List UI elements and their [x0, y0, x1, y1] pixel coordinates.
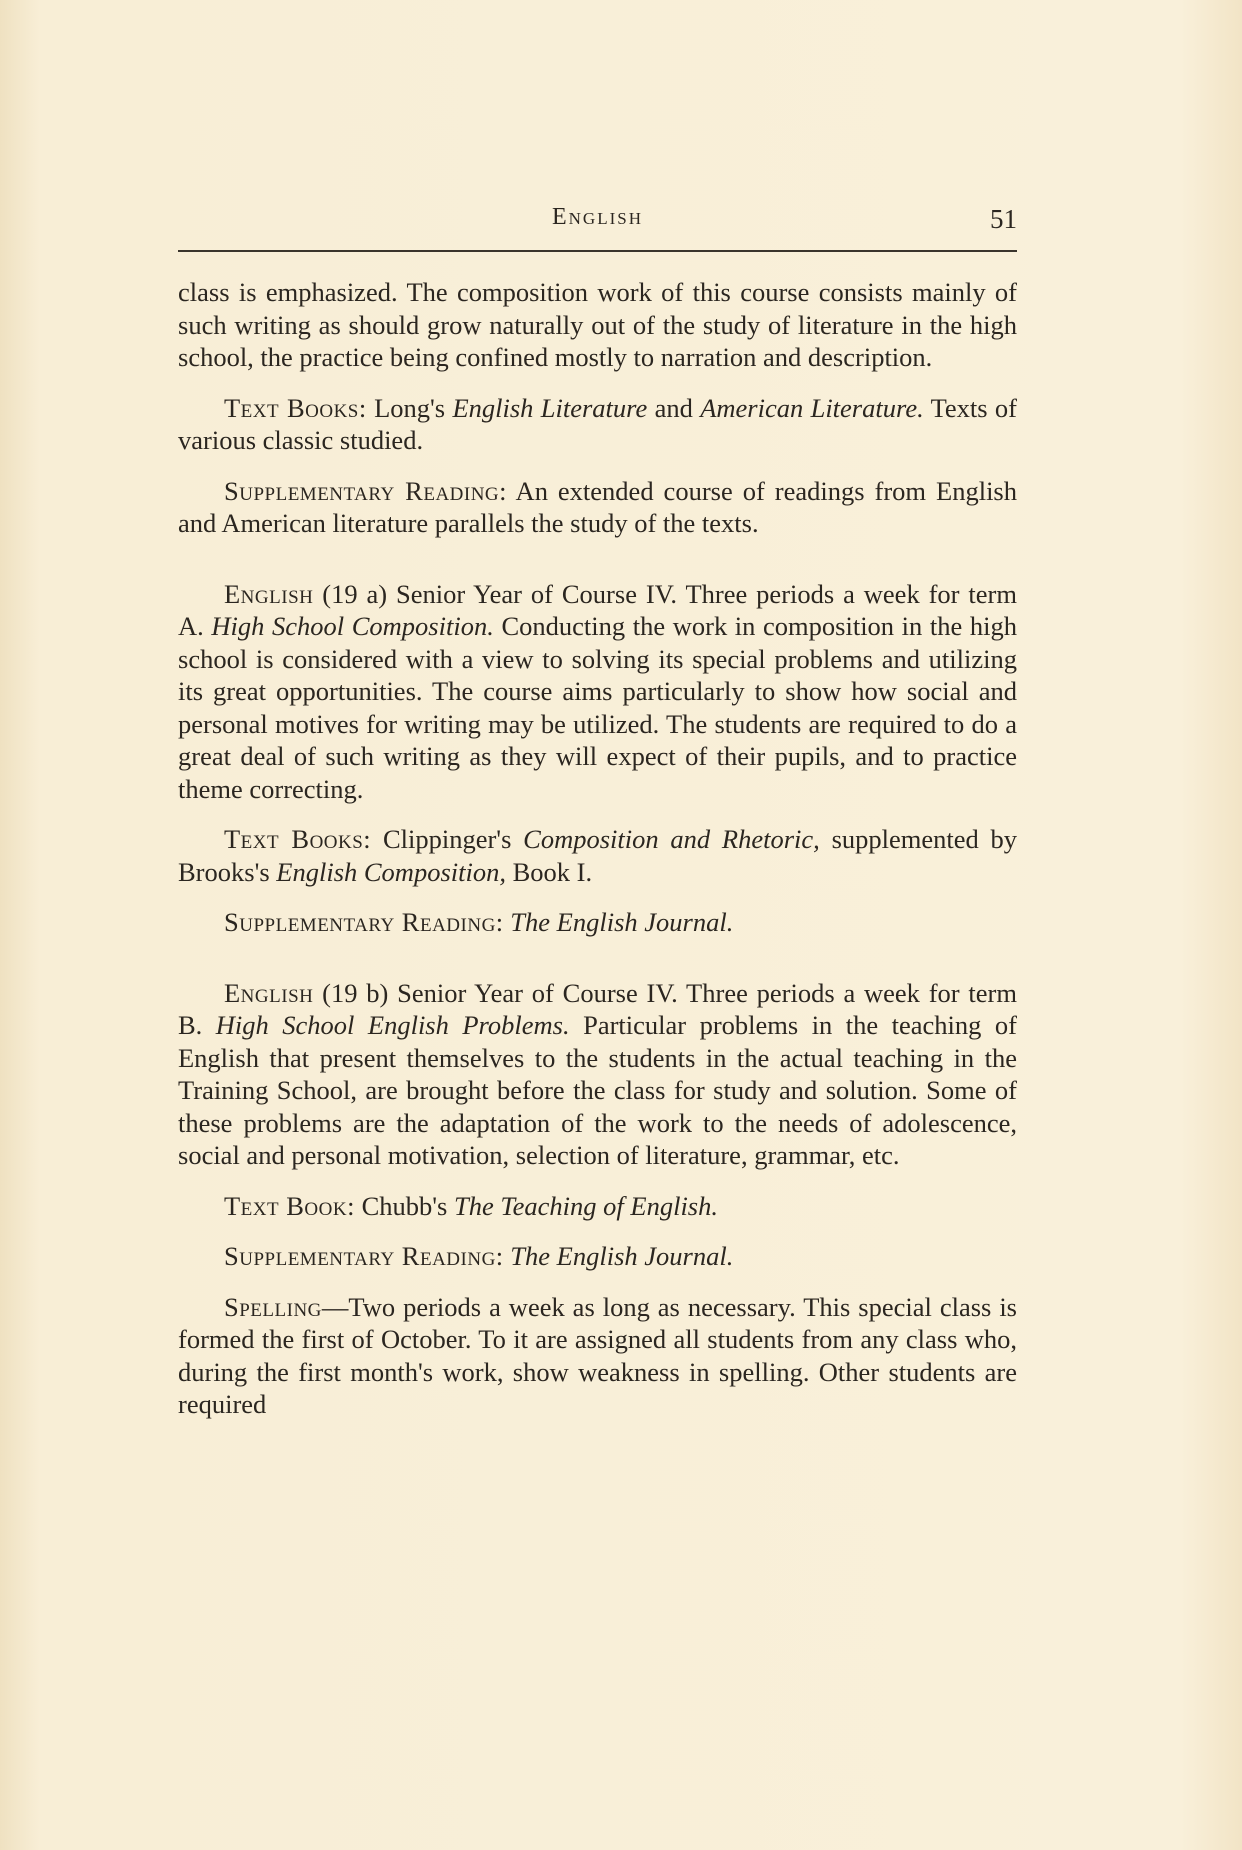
- book-title: The English Journal.: [510, 907, 734, 937]
- page-header: [178, 204, 1017, 252]
- paragraph-course-19a: English (19 a) Senior Year of Course IV. Three periods a week for term A. High School Composition. Conducting the work in composition in the high school is considered with a view to solving its special problems and utilizing its great opportunities. The course aims particularly to show how social and personal motives for writing may be utilized. The students are required to do a great deal of such writing as they will expect of their pupils, and to practice theme correcting.: [178, 578, 1018, 804]
- book-title: English Literature: [452, 392, 648, 423]
- book-title: The English Journal.: [510, 1241, 734, 1271]
- course-title: High School Composition.: [211, 611, 494, 641]
- paragraph-text-books: Text Books: Clippinger's Composition and Rhetoric, supplemented by Brooks's English Composition, Book I.: [178, 824, 1018, 887]
- paragraph-label: Supplementary Reading:: [224, 475, 508, 506]
- book-title: English Composition,: [276, 856, 506, 887]
- paragraph-continuation: class is emphasized. The composition work of this course consists mainly of such writing as should grow naturally out of the study of literature in the high school, the practice being confined mostly to narration and description.: [178, 277, 1017, 372]
- paragraph-label: Spelling: [224, 1291, 322, 1322]
- paragraph-supplementary-reading: Supplementary Reading: An extended course of readings from English and American literature parallels the study of the texts.: [178, 475, 1017, 538]
- course-label: English: [224, 977, 314, 1008]
- paragraph-supplementary-reading: [178, 1240, 1017, 1273]
- course-title: High School English Problems.: [215, 1010, 570, 1040]
- course-label: English: [224, 578, 314, 609]
- book-title: The Teaching of English.: [453, 1190, 718, 1221]
- paragraph-spelling: Spelling—Two periods a week as long as necessary. This special class is formed the first of October. To it are assigned all students from any class who, during the first month's work, show weakness in spelling. Other students are required: [178, 1291, 1017, 1419]
- paragraph-label: Supplementary Reading:: [224, 1241, 504, 1271]
- paragraph-text-book: Text Book: Chubb's The Teaching of English.: [224, 1190, 718, 1221]
- paragraph-course-19b: English (19 b) Senior Year of Course IV. Three periods a week for term B. High School English Problems. Particular problems in the teaching of English that present themselves to the students in the actual teaching in the Training School, are brought before the class for study and solution. Some of these problems are the adaptation of the work to the needs of adolescence, social and personal motivation, selection of literature, grammar, etc.: [178, 977, 1017, 1170]
- paragraph-supplementary-reading: [178, 906, 1017, 939]
- page-number: 51: [990, 204, 1017, 234]
- paragraph-label: Text Books:: [224, 824, 372, 854]
- paragraph-label: Text Books:: [224, 392, 367, 423]
- paragraph-label: Supplementary Reading:: [224, 907, 504, 937]
- book-title: Composition and Rhetoric,: [523, 824, 820, 854]
- page-body: [178, 276, 1017, 1421]
- running-head: English: [552, 204, 643, 230]
- paragraph-text-books: Text Books: Long's English Literature and American Literature. Texts of various classic studied.: [178, 392, 1018, 455]
- paragraph-label: Text Book:: [224, 1190, 355, 1221]
- book-title: American Literature.: [700, 392, 924, 423]
